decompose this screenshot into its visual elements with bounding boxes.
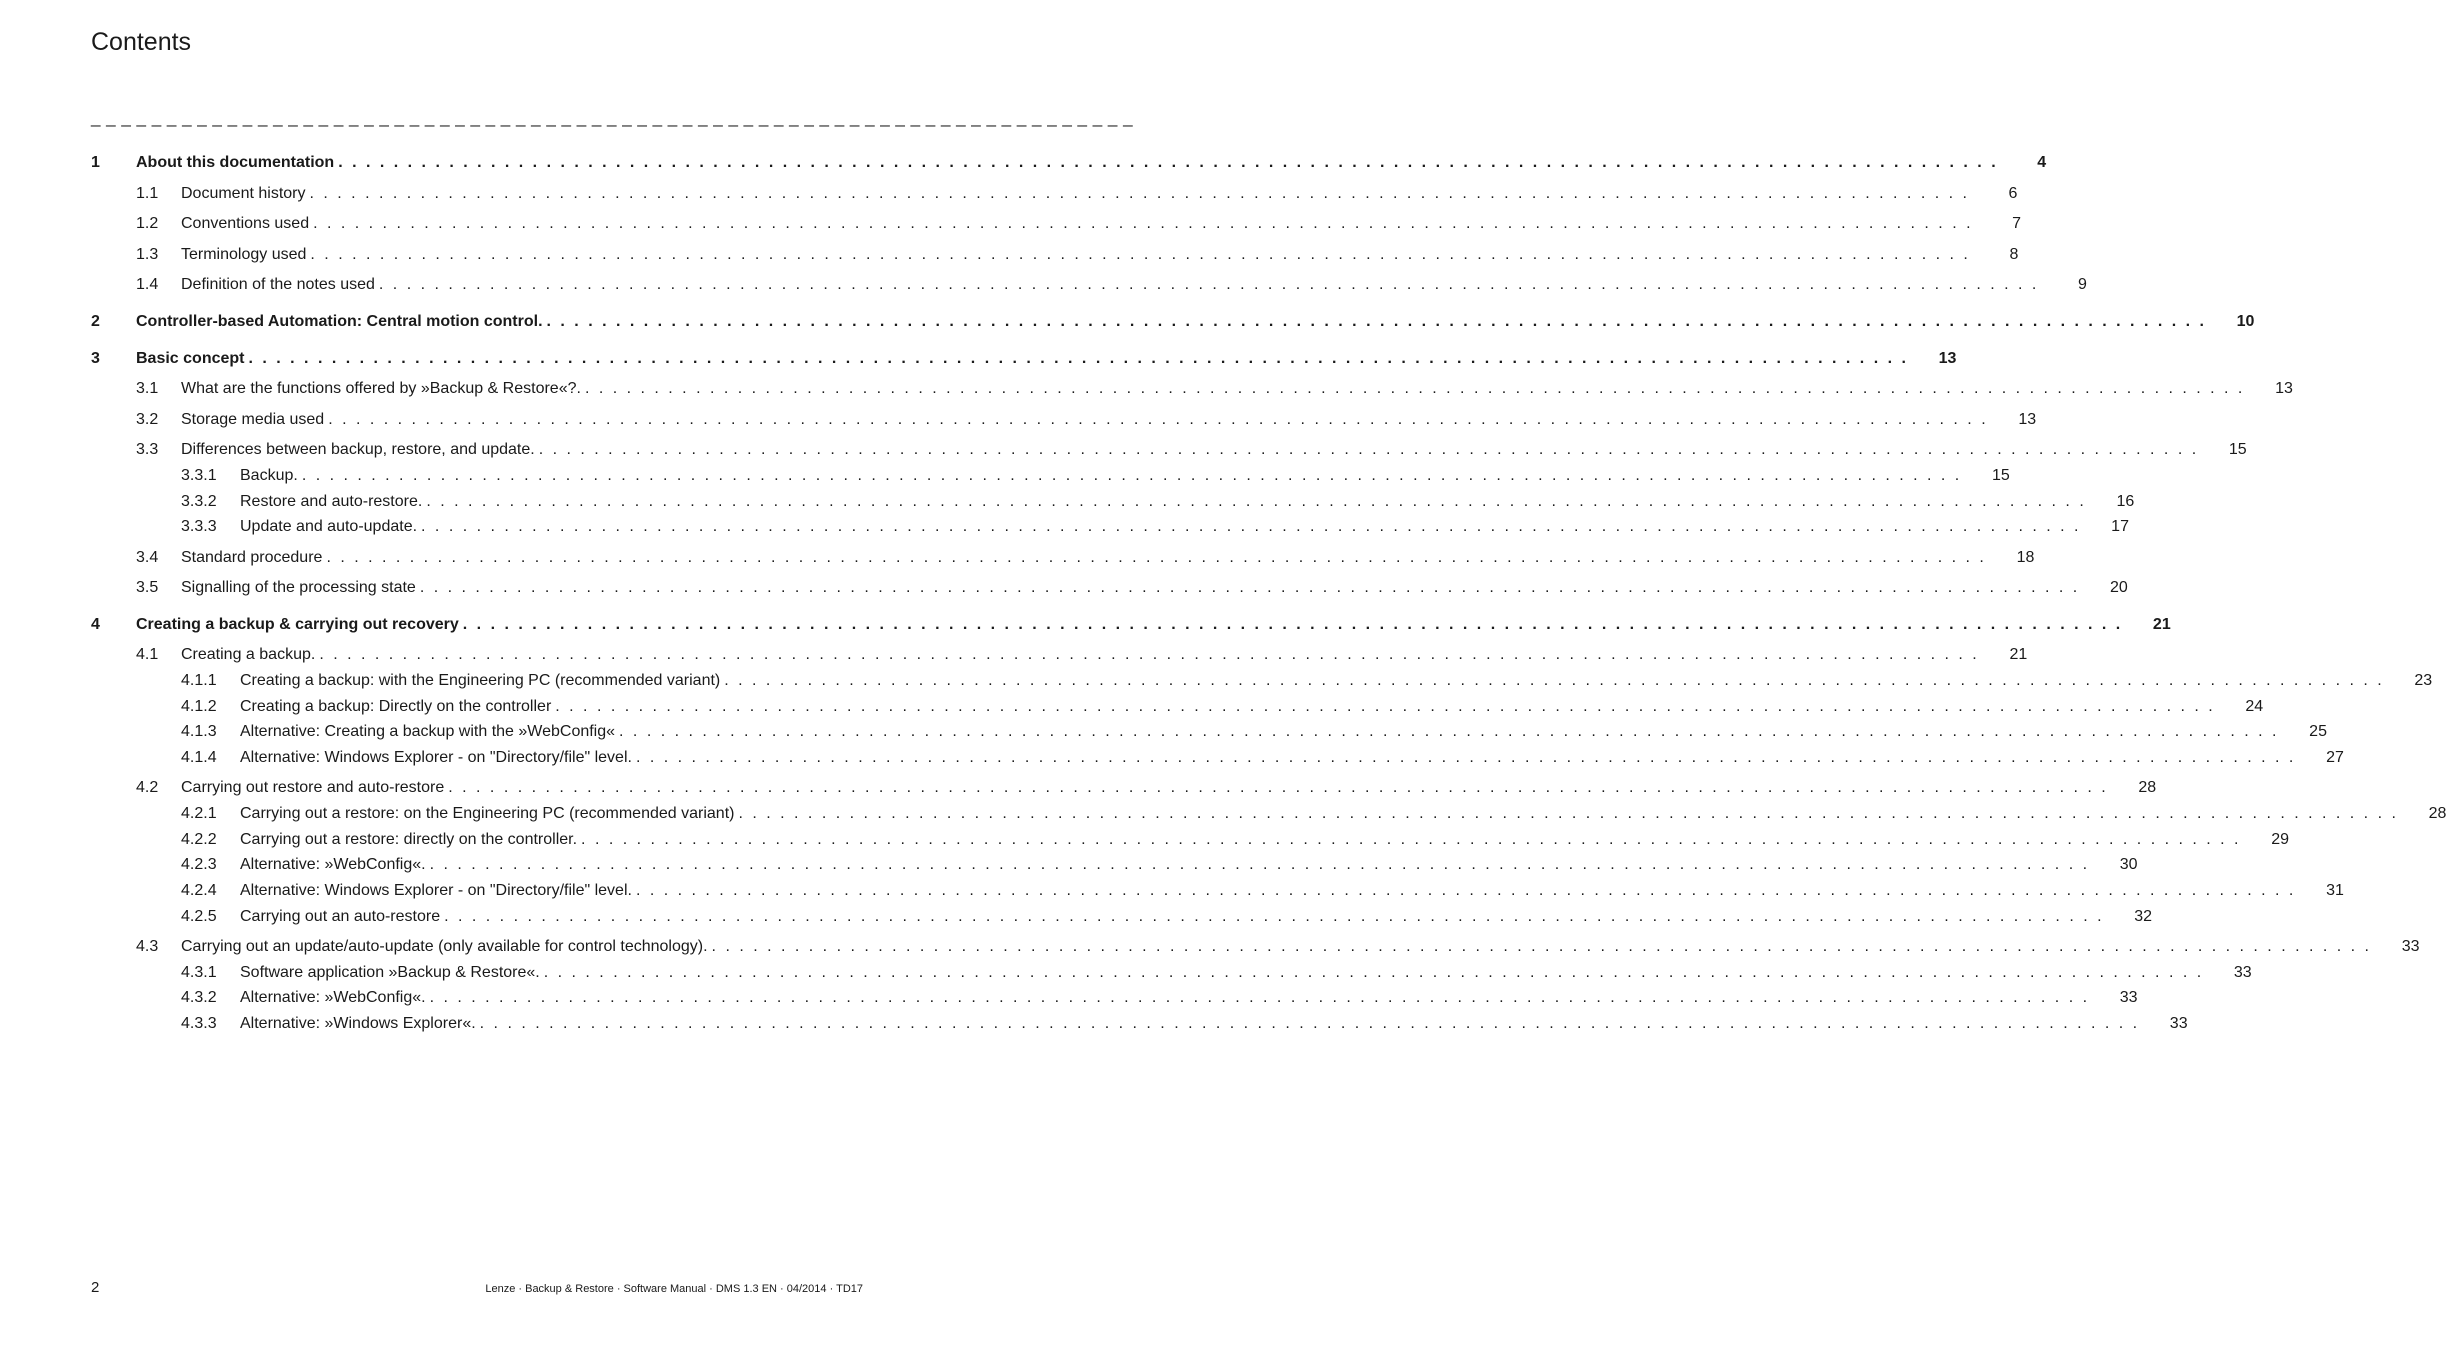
toc-entry[interactable] (91, 616, 2171, 638)
toc-leader-dots: . . . . . . . . . . . . . . . . . . . . . . . . . . . . . . . . . . . . . . . . . . . . . . . . . . . . . . . . . . . . . . . . . . . . . . . . . . . . . . . . . . . . . . . . . . . . . . . . . . . . . . . . . . . . . . . . . . . . . . . . (378, 276, 2039, 293)
toc-entry[interactable] (91, 908, 2153, 930)
toc-leader-dots: . . . . . . . . . . . . . . . . . . . . . . . . . . . . . . . . . . . . . . . . . . . . . . . . . . . . . . . . . . . . . . . . . . . . . . . . . . . . . . . . . . . . . . . . . . . . . . . . . . . . . . . . . . . . . . . . . . . . . . . . (555, 698, 2216, 715)
toc-entry-number: 4.2 (136, 779, 159, 796)
toc-entry[interactable] (91, 215, 2022, 237)
toc-entry-title: Standard procedure (181, 549, 323, 566)
toc-entry-number: 4.2.5 (181, 908, 217, 925)
toc-entry-number: 3 (91, 350, 100, 367)
toc-leader-dots: . . . . . . . . . . . . . . . . . . . . . . . . . . . . . . . . . . . . . . . . . . . . . . . . . . . . . . . . . . . . . . . . . . . . . . . . . . . . . . . . . . . . . . . . . . . . . . . . . . . . . . . . . . . . . . . . . . . . . . . . (328, 411, 1989, 428)
toc-entry-page: 28 (2138, 779, 2157, 796)
toc-entry[interactable] (91, 441, 2247, 463)
toc-entry-title: Alternative: Windows Explorer - on "Directory/file" level. (240, 882, 632, 899)
toc-leader-dots: . . . . . . . . . . . . . . . . . . . . . . . . . . . . . . . . . . . . . . . . . . . . . . . . . . . . . . . . . . . . . . . . . . . . . . . . . . . . . . . . . . . . . . . . . . . . . . . . . . . . . . . . . . . . . . . . . . . . . . . . (538, 441, 2199, 458)
toc-entry[interactable] (91, 579, 2128, 601)
toc-entry-number: 4.2.3 (181, 856, 217, 873)
toc-entry-number: 3.2 (136, 411, 159, 428)
toc-leader-dots: . . . . . . . . . . . . . . . . . . . . . . . . . . . . . . . . . . . . . . . . . . . . . . . . . . . . . . . . . . . . . . . . . . . . . . . . . . . . . . . . . . . . . . . . . . . . . . . . . . . . . . . . . . . . . . . . . . . . . . . . (738, 805, 2399, 822)
toc-entry-title: Carrying out an update/auto-update (only available for control technology). (181, 938, 708, 955)
toc-entry-number: 4.3 (136, 938, 159, 955)
toc-entry-title: Alternative: Creating a backup with the »WebConfig« (240, 723, 616, 740)
toc-entry[interactable] (91, 831, 2289, 853)
toc-entry-page: 15 (1991, 467, 2010, 484)
toc-entry-page: 4 (2037, 154, 2047, 171)
toc-entry[interactable] (91, 467, 2010, 489)
toc-entry[interactable] (91, 518, 2129, 540)
footer-page-number: 2 (91, 1279, 100, 1296)
toc-entry-number: 3.3.1 (181, 467, 217, 484)
toc-leader-dots: . . . . . . . . . . . . . . . . . . . . . . . . . . . . . . . . . . . . . . . . . . . . . . . . . . . . . . . . . . . . . . . . . . . . . . . . . . . . . . . . . . . . . . . . . . . . . . . . . . . . . . . . . . . . . . . . . . . . . . . . (711, 938, 2372, 955)
toc-entry-title: About this documentation (136, 154, 335, 171)
toc-entry[interactable] (91, 989, 2138, 1011)
toc-entry-title: Alternative: Windows Explorer - on "Directory/file" level. (240, 749, 632, 766)
toc-entry-title: Restore and auto-restore. (240, 493, 423, 510)
toc-entry-page: 15 (2228, 441, 2247, 458)
toc-entry-page: 8 (2009, 246, 2019, 263)
toc-entry[interactable] (91, 672, 2433, 694)
toc-leader-dots: . . . . . . . . . . . . . . . . . . . . . . . . . . . . . . . . . . . . . . . . . . . . . . . . . . . . . . . . . . . . . . . . . . . . . . . . . . . . . . . . . . . . . . . . . . . . . . . . . . . . . . . . . . . . . . . . . . . . . . . . (419, 579, 2080, 596)
toc-entry-number: 4.1.4 (181, 749, 217, 766)
toc-entry-page: 21 (2009, 646, 2028, 663)
toc-entry-title: Backup. (240, 467, 298, 484)
toc-leader-dots: . . . . . . . . . . . . . . . . . . . . . . . . . . . . . . . . . . . . . . . . . . . . . . . . . . . . . . . . . . . . . . . . . . . . . . . . . . . . . . . . . . . . . . . . . . . . . . . . . . . . . . . . . . . . . . . . . . . . . . . . (310, 246, 1971, 263)
toc-entry-title: Creating a backup. (181, 646, 316, 663)
toc-entry-page: 13 (2275, 380, 2293, 397)
toc-leader-dots: . . . . . . . . . . . . . . . . . . . . . . . . . . . . . . . . . . . . . . . . . . . . . . . . . . . . . . . . . . . . . . . . . . . . . . . . . . . . . . . . . . . . . . . . . . . . . . . . . . . . . . . . . . . . . . . . . . . . . . . . (301, 467, 1962, 484)
toc-entry-number: 1.1 (136, 185, 159, 202)
toc-entry-title: Alternative: »WebConfig«. (240, 989, 426, 1006)
toc-entry-title: Creating a backup: Directly on the controller (240, 698, 552, 715)
toc-leader-dots: . . . . . . . . . . . . . . . . . . . . . . . . . . . . . . . . . . . . . . . . . . . . . . . . . . . . . . . . . . . . . . . . . . . . . . . . . . . . . . . . . . . . . . . . . . . . . . . . . . . . . . . . . . . . . . . . . . . . . . . . (429, 989, 2090, 1006)
toc-leader-dots: . . . . . . . . . . . . . . . . . . . . . . . . . . . . . . . . . . . . . . . . . . . . . . . . . . . . . . . . . . . . . . . . . . . . . . . . . . . . . . . . . . . . . . . . . . . . . . . . . . . . . . . . . . . . . . . . . . . . . . . . (724, 672, 2385, 689)
toc-entry-page: 33 (2233, 964, 2252, 981)
toc-entry[interactable] (91, 938, 2420, 960)
toc-entry-title: Creating a backup & carrying out recovery (136, 616, 459, 633)
toc-entry-title: Document history (181, 185, 306, 202)
toc-entry-title: Conventions used (181, 215, 310, 232)
toc-entry-title: Controller-based Automation: Central motion control. (136, 313, 543, 330)
toc-entry-number: 4.3.1 (181, 964, 217, 981)
toc-entry-page: 20 (2109, 579, 2128, 596)
toc-entry-number: 3.4 (136, 549, 159, 566)
toc-entry-page: 25 (2309, 723, 2327, 740)
toc-entry[interactable] (91, 549, 2035, 571)
toc-entry-page: 33 (2401, 938, 2420, 955)
toc-entry-page: 29 (2271, 831, 2289, 848)
toc-leader-dots: . . . . . . . . . . . . . . . . . . . . . . . . . . . . . . . . . . . . . . . . . . . . . . . . . . . . . . . . . . . . . . . . . . . . . . . . . . . . . . . . . . . . . . . . . . . . . . . . . . . . . . . . . . . . . . . . . . . . . . . . (309, 185, 1970, 202)
toc-entry-title: Alternative: »WebConfig«. (240, 856, 426, 873)
toc-entry-title: Terminology used (181, 246, 307, 263)
toc-entry-title: Creating a backup: with the Engineering PC (recommended variant) (240, 672, 721, 689)
toc-entry[interactable] (91, 882, 2344, 904)
toc-entry-page: 16 (2116, 493, 2135, 510)
toc-entry-page: 10 (2236, 313, 2255, 330)
toc-entry-page: 27 (2326, 749, 2344, 766)
toc-leader-dots: . . . . . . . . . . . . . . . . . . . . . . . . . . . . . . . . . . . . . . . . . . . . . . . . . . . . . . . . . . . . . . . . . . . . . . . . . . . . . . . . . . . . . . . . . . . . . . . . . . . . . . . . . . . . . . . . . . . . . . . . (619, 723, 2279, 740)
toc-entry-number: 4.1.3 (181, 723, 217, 740)
toc-entry-page: 9 (2077, 276, 2087, 293)
toc-entry[interactable] (91, 723, 2327, 745)
toc-entry[interactable] (91, 646, 2028, 668)
toc-entry-number: 3.3.3 (181, 518, 217, 535)
toc-entry-page: 17 (2111, 518, 2129, 535)
toc-entry-title: What are the functions offered by »Backup & Restore«?. (181, 380, 581, 397)
toc-entry[interactable] (91, 313, 2255, 335)
toc-leader-dots: . . . . . . . . . . . . . . . . . . . . . . . . . . . . . . . . . . . . . . . . . . . . . . . . . . . . . . . . . . . . . . . . . . . . . . . . . . . . . . . . . . . . . . . . . . . . . . . . . . . . . . . . . . . . . . . . . . . . . . . . (429, 856, 2090, 873)
toc-entry-title: Carrying out restore and auto-restore (181, 779, 445, 796)
toc-entry-title: Carrying out a restore: directly on the controller. (240, 831, 578, 848)
toc-entry[interactable] (91, 964, 2252, 986)
toc-entry-number: 4.1.2 (181, 698, 217, 715)
toc-entry-page: 28 (2428, 805, 2446, 822)
toc-entry[interactable] (91, 276, 2087, 298)
toc-entry-number: 4.3.2 (181, 989, 217, 1006)
toc-leader-dots: . . . . . . . . . . . . . . . . . . . . . . . . . . . . . . . . . . . . . . . . . . . . . . . . . . . . . . . . . . . . . . . . . . . . . . . . . . . . . . . . . . . . . . . . . . . . . . . . . . . . . . . . . . . . . . . . . . . . . . . . (479, 1015, 2140, 1032)
toc-entry-number: 4.2.2 (181, 831, 217, 848)
toc-entry-number: 1.4 (136, 276, 159, 293)
toc-leader-dots: . . . . . . . . . . . . . . . . . . . . . . . . . . . . . . . . . . . . . . . . . . . . . . . . . . . . . . . . . . . . . . . . . . . . . . . . . . . . . . . . . . . . . . . . . . . . . . . . . . . . . . . . . . . . . . . . . . . . . . . . (581, 831, 2241, 848)
toc-entry-number: 4.3.3 (181, 1015, 217, 1032)
toc-entry[interactable] (91, 856, 2138, 878)
toc-entry-title: Signalling of the processing state (181, 579, 416, 596)
toc-leader-dots: . . . . . . . . . . . . . . . . . . . . . . . . . . . . . . . . . . . . . . . . . . . . . . . . . . . . . . . . . . . . . . . . . . . . . . . . . . . . . . . . . . . . . . . . . . . . . . . . . . . . . . . . . . . . . . . . . . . . . . . . (319, 646, 1980, 663)
toc-entry-number: 3.3 (136, 441, 159, 458)
toc-leader-dots: . . . . . . . . . . . . . . . . . . . . . . . . . . . . . . . . . . . . . . . . . . . . . . . . . . . . . . . . . . . . . . . . . . . . . . . . . . . . . . . . . . . . . . . . . . . . . . . . . . . . . . . . . . . . . . . . . . . . . . . . (421, 518, 2081, 535)
toc-entry-number: 3.1 (136, 380, 159, 397)
toc-entry-number: 1.3 (136, 246, 159, 263)
toc-entry-page: 13 (2018, 411, 2037, 428)
toc-entry[interactable] (91, 154, 2047, 176)
toc-entry-title: Software application »Backup & Restore«. (240, 964, 540, 981)
toc-entry[interactable] (91, 805, 2446, 827)
toc-entry[interactable] (91, 779, 2157, 801)
toc-entry-title: Differences between backup, restore, and update. (181, 441, 535, 458)
toc-entry-number: 4.1.1 (181, 672, 217, 689)
toc-leader-dots: . . . . . . . . . . . . . . . . . . . . . . . . . . . . . . . . . . . . . . . . . . . . . . . . . . . . . . . . . . . . . . . . . . . . . . . . . . . . . . . . . . . . . . . . . . . . . . . . . . . . . . . . . . . . . . . . . . . . . . . . (444, 908, 2105, 925)
toc-entry-page: 32 (2134, 908, 2153, 925)
toc-entry[interactable] (91, 185, 2018, 207)
toc-entry-page: 18 (2016, 549, 2035, 566)
toc-entry-number: 1.2 (136, 215, 159, 232)
toc-leader-dots: . . . . . . . . . . . . . . . . . . . . . . . . . . . . . . . . . . . . . . . . . . . . . . . . . . . . . . . . . . . . . . . . . . . . . . . . . . . . . . . . . . . . . . . . . . . . . . . . . . . . . . . . . . . . . . . . . . . . . . . . (584, 380, 2245, 397)
toc-leader-dots: . . . . . . . . . . . . . . . . . . . . . . . . . . . . . . . . . . . . . . . . . . . . . . . . . . . . . . . . . . . . . . . . . . . . . . . . . . . . . . . . . . . . . . . . . . . . . . . . . . . . . . . . . . . . . . . . . . . . . . . . (543, 964, 2204, 981)
toc-entry[interactable] (91, 411, 2037, 433)
toc-entry-page: 33 (2169, 1015, 2188, 1032)
toc-leader-dots: . . . . . . . . . . . . . . . . . . . . . . . . . . . . . . . . . . . . . . . . . . . . . . . . . . . . . . . . . . . . . . . . . . . . . . . . . . . . . . . . . . . . . . . . . . . . . . . . . . . . . . . . . . . . . . . . . . . . . . . . (635, 749, 2296, 766)
toc-entry-number: 4.2.1 (181, 805, 217, 822)
toc-entry-title: Carrying out an auto-restore (240, 908, 441, 925)
toc-leader-dots: . . . . . . . . . . . . . . . . . . . . . . . . . . . . . . . . . . . . . . . . . . . . . . . . . . . . . . . . . . . . . . . . . . . . . . . . . . . . . . . . . . . . . . . . . . . . . . . . . . . . . . . . . . . . . . . . . . . . . . . . (462, 616, 2123, 633)
toc-leader-dots: . . . . . . . . . . . . . . . . . . . . . . . . . . . . . . . . . . . . . . . . . . . . . . . . . . . . . . . . . . . . . . . . . . . . . . . . . . . . . . . . . . . . . . . . . . . . . . . . . . . . . . . . . . . . . . . . . . . . . . . . (338, 154, 1999, 171)
toc-leader-dots: . . . . . . . . . . . . . . . . . . . . . . . . . . . . . . . . . . . . . . . . . . . . . . . . . . . . . . . . . . . . . . . . . . . . . . . . . . . . . . . . . . . . . . . . . . . . . . . . . . . . . . . . . . . . . . . . . . . . . . . . (326, 549, 1987, 566)
toc-entry-title: Basic concept (136, 350, 245, 367)
toc-entry-number: 4 (91, 616, 100, 633)
toc-entry-number: 2 (91, 313, 100, 330)
toc-leader-dots: . . . . . . . . . . . . . . . . . . . . . . . . . . . . . . . . . . . . . . . . . . . . . . . . . . . . . . . . . . . . . . . . . . . . . . . . . . . . . . . . . . . . . . . . . . . . . . . . . . . . . . . . . . . . . . . . . . . . . . . . (448, 779, 2109, 796)
toc-entry[interactable] (91, 246, 2019, 268)
toc-entry[interactable] (91, 749, 2344, 771)
footer-text: Lenze · Backup & Restore · Software Manual · DMS 1.3 EN · 04/2014 · TD17 (485, 1283, 863, 1295)
toc-entry-page: 30 (2119, 856, 2138, 873)
toc-entry-number: 3.5 (136, 579, 159, 596)
toc-entry-title: Storage media used (181, 411, 325, 428)
toc-entry-number: 4.2.4 (181, 882, 217, 899)
toc-entry-page: 33 (2119, 989, 2138, 1006)
toc-entry-page: 7 (2012, 215, 2022, 232)
toc-entry-page: 31 (2326, 882, 2344, 899)
toc-entry-page: 6 (2008, 185, 2018, 202)
toc-leader-dots: . . . . . . . . . . . . . . . . . . . . . . . . . . . . . . . . . . . . . . . . . . . . . . . . . . . . . . . . . . . . . . . . . . . . . . . . . . . . . . . . . . . . . . . . . . . . . . . . . . . . . . . . . . . . . . . . . . . . . . . . (426, 493, 2087, 510)
toc-entry-number: 4.1 (136, 646, 159, 663)
toc-entry-page: 23 (2414, 672, 2433, 689)
separator-line: _ _ _ _ _ _ _ _ _ _ _ _ _ _ _ _ _ _ _ _ _ _ _ _ _ _ _ _ _ _ _ _ _ _ _ _ _ _ _ _ _ _ _ _ _ _ _ _ _ _ _ _ _ _ _ _ _ _ _ _ _ _ _ _ _ _ _ _ _ (91, 108, 1134, 127)
toc-entry-number: 1 (91, 154, 100, 171)
toc-entry-page: 24 (2245, 698, 2264, 715)
toc-entry-page: 21 (2152, 616, 2171, 633)
toc-entry[interactable] (91, 1015, 2188, 1037)
toc-leader-dots: . . . . . . . . . . . . . . . . . . . . . . . . . . . . . . . . . . . . . . . . . . . . . . . . . . . . . . . . . . . . . . . . . . . . . . . . . . . . . . . . . . . . . . . . . . . . . . . . . . . . . . . . . . . . . . . . . . . . . . . . (248, 350, 1909, 367)
toc-entry-number: 3.3.2 (181, 493, 217, 510)
toc-entry-title: Definition of the notes used (181, 276, 375, 293)
toc-leader-dots: . . . . . . . . . . . . . . . . . . . . . . . . . . . . . . . . . . . . . . . . . . . . . . . . . . . . . . . . . . . . . . . . . . . . . . . . . . . . . . . . . . . . . . . . . . . . . . . . . . . . . . . . . . . . . . . . . . . . . . . . (635, 882, 2296, 899)
toc-entry-title: Alternative: »Windows Explorer«. (240, 1015, 476, 1032)
page-title: Contents (91, 28, 192, 56)
toc-leader-dots: . . . . . . . . . . . . . . . . . . . . . . . . . . . . . . . . . . . . . . . . . . . . . . . . . . . . . . . . . . . . . . . . . . . . . . . . . . . . . . . . . . . . . . . . . . . . . . . . . . . . . . . . . . . . . . . . . . . . . . . . (546, 313, 2207, 330)
toc-entry-title: Carrying out a restore: on the Engineering PC (recommended variant) (240, 805, 735, 822)
toc-entry[interactable] (91, 698, 2264, 720)
toc-entry[interactable] (91, 493, 2135, 515)
toc-leader-dots: . . . . . . . . . . . . . . . . . . . . . . . . . . . . . . . . . . . . . . . . . . . . . . . . . . . . . . . . . . . . . . . . . . . . . . . . . . . . . . . . . . . . . . . . . . . . . . . . . . . . . . . . . . . . . . . . . . . . . . . . (313, 215, 1974, 232)
toc-entry-page: 13 (1938, 350, 1957, 367)
toc-entry[interactable] (91, 350, 1957, 372)
toc-entry-title: Update and auto-update. (240, 518, 418, 535)
toc-entry[interactable] (91, 380, 2293, 402)
